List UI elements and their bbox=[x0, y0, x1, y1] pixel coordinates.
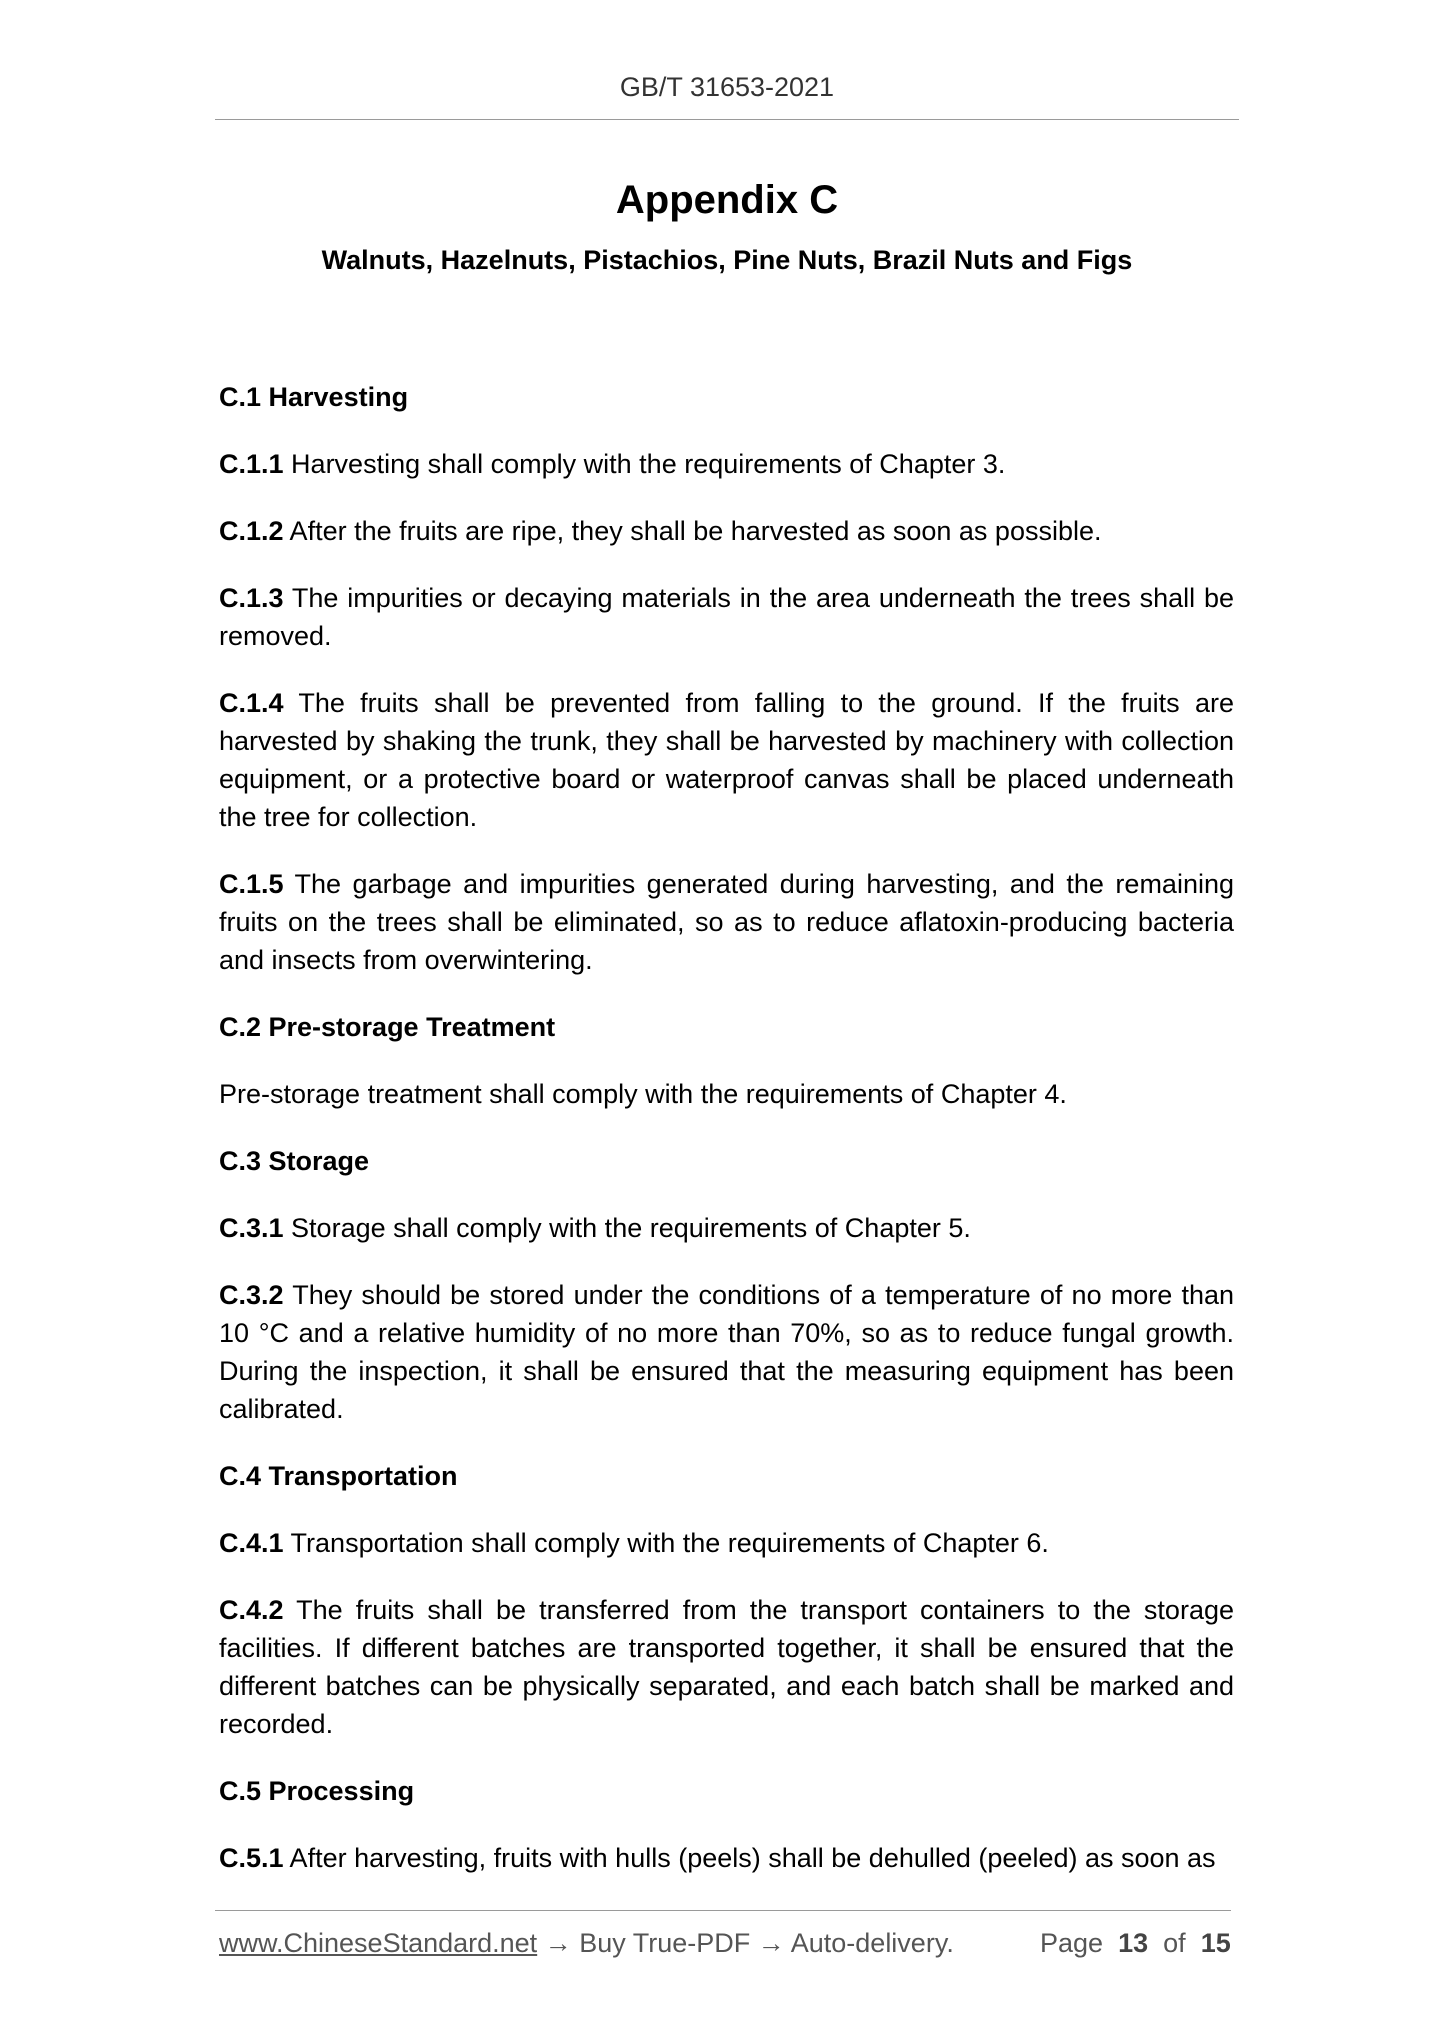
clause-text: Storage shall comply with the requirements of Chapter 5. bbox=[283, 1213, 971, 1243]
clause-number: C.1.2 bbox=[219, 516, 284, 546]
clause-text: The fruits shall be prevented from falling to the ground. If the fruits are harvested by shaking the trunk, they shall be harvested by machinery with collection equipment, or a protective board or waterproof canvas shall be placed underneath the tree for collection. bbox=[219, 688, 1234, 832]
clause-text: Transportation shall comply with the requirements of Chapter 6. bbox=[283, 1528, 1049, 1558]
page-of: of bbox=[1163, 1928, 1186, 1958]
section-heading-c4: C.4 Transportation bbox=[219, 1461, 458, 1491]
clause-text: The garbage and impurities generated during harvesting, and the remaining fruits on the trees shall be eliminated, so as to reduce aflatoxin-producing bacteria and insects from overwintering. bbox=[219, 869, 1234, 975]
clause-c1-4 bbox=[219, 684, 1234, 836]
clause-number: C.4.1 bbox=[219, 1528, 284, 1558]
clause-number: C.5.1 bbox=[219, 1843, 284, 1873]
section-heading-c3: C.3 Storage bbox=[219, 1146, 370, 1176]
clause-number: C.4.2 bbox=[219, 1595, 284, 1625]
website-link[interactable]: www.ChineseStandard.net bbox=[219, 1928, 538, 1958]
clause-number: C.3.1 bbox=[219, 1213, 284, 1243]
document-body bbox=[219, 378, 1234, 1906]
document-header: GB/T 31653-2021 bbox=[619, 72, 835, 102]
clause-number: C.1.1 bbox=[219, 449, 284, 479]
page-label: Page bbox=[1040, 1928, 1104, 1958]
header-divider bbox=[215, 119, 1239, 120]
clause-text: They should be stored under the conditions of a temperature of no more than 10 °C and a relative humidity of no more than 70%, so as to reduce fungal growth. During the inspection, it shall be ensured that the measuring equipment has been calibrated. bbox=[219, 1280, 1234, 1424]
clause-text: After harvesting, fruits with hulls (peels) shall be dehulled (peeled) as soon as bbox=[283, 1843, 1216, 1873]
clause-number: C.1.4 bbox=[219, 688, 284, 718]
clause-c2-text: Pre-storage treatment shall comply with the requirements of Chapter 4. bbox=[219, 1079, 1067, 1109]
clause-c3-2 bbox=[219, 1276, 1234, 1428]
clause-text: The fruits shall be transferred from the transport containers to the storage facilities. If different batches are transported together, it shall be ensured that the different batches can be physically separated, and each batch shall be marked and recorded. bbox=[219, 1595, 1234, 1739]
clause-text: Harvesting shall comply with the requirements of Chapter 3. bbox=[283, 449, 1006, 479]
page-current: 13 bbox=[1118, 1928, 1149, 1958]
clause-c3-1 bbox=[219, 1209, 1234, 1247]
section-heading-c5: C.5 Processing bbox=[219, 1776, 415, 1806]
page-title: Appendix C bbox=[615, 178, 839, 222]
clause-number: C.1.5 bbox=[219, 869, 284, 899]
clause-c1-2 bbox=[219, 512, 1234, 550]
clause-text: After the fruits are ripe, they shall be harvested as soon as possible. bbox=[283, 516, 1102, 546]
clause-c5-1 bbox=[219, 1839, 1234, 1877]
clause-c4-2 bbox=[219, 1591, 1234, 1743]
footer-divider bbox=[215, 1910, 1231, 1911]
footer-tagline: → Buy True-PDF → Auto-delivery. bbox=[537, 1928, 954, 1958]
clause-text: The impurities or decaying materials in the area underneath the trees shall be removed. bbox=[219, 583, 1234, 651]
clause-number: C.3.2 bbox=[219, 1280, 284, 1310]
section-heading-c1: C.1 Harvesting bbox=[219, 382, 409, 412]
clause-c1-5 bbox=[219, 865, 1234, 979]
clause-c1-3 bbox=[219, 579, 1234, 655]
clause-c4-1 bbox=[219, 1524, 1234, 1562]
section-heading-c2: C.2 Pre-storage Treatment bbox=[219, 1012, 556, 1042]
page-indicator bbox=[1040, 1928, 1231, 1959]
clause-number: C.1.3 bbox=[219, 583, 284, 613]
footer-promo bbox=[219, 1928, 954, 1959]
page-subtitle: Walnuts, Hazelnuts, Pistachios, Pine Nuts, Brazil Nuts and Figs bbox=[321, 245, 1133, 275]
page-total: 15 bbox=[1200, 1928, 1231, 1958]
clause-c1-1 bbox=[219, 445, 1234, 483]
